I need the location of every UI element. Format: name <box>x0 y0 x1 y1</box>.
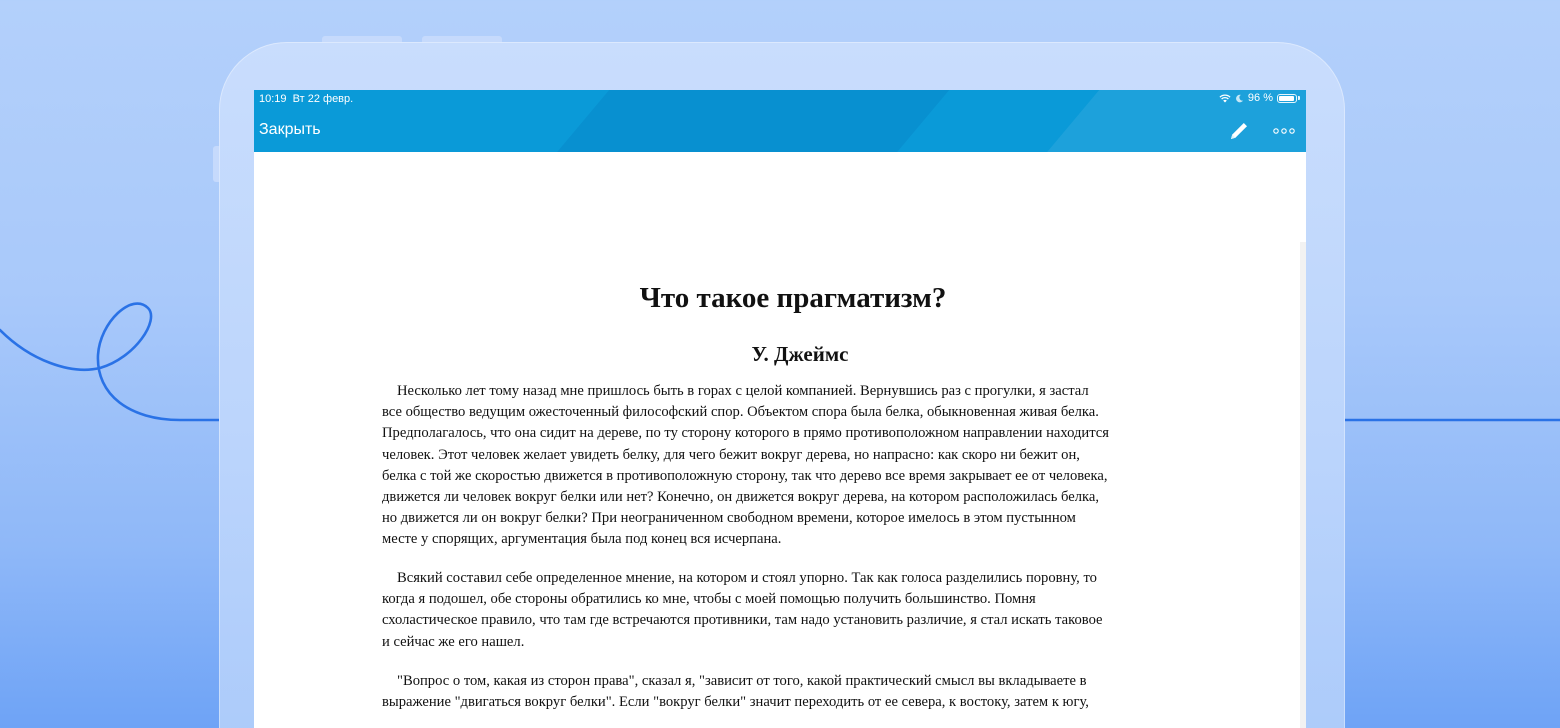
document-viewer[interactable] <box>254 152 1300 728</box>
text-line: выражение "двигаться вокруг белки". Если "вокруг белки" значит переходить от ее севера, к востоку, затем к югу, <box>382 694 1089 711</box>
text-line: белка с той же скоростью движется в противоположную сторону, так что дерево все время закрывает ее от человека, <box>382 467 1108 484</box>
text-line: Несколько лет тому назад мне пришлось быть в горах с целой компанией. Вернувшись раз с прогулки, я застал <box>397 383 1089 399</box>
document-author: У. Джеймс <box>751 342 849 366</box>
wifi-icon <box>1219 94 1231 103</box>
battery-percent: 96 % <box>1247 92 1273 104</box>
text-line: Всякий составил себе определенное мнение, на котором и стоял упорно. Так как голоса разделились поровну, то <box>397 570 1097 586</box>
text-line: человек. Этот человек желает увидеть белку, для чего бежит вокруг дерева, но напрасно: как скоро ни бежит он, <box>382 446 1080 463</box>
close-button[interactable]: Закрыть <box>259 121 321 138</box>
battery-fill <box>1279 96 1294 101</box>
moon-icon <box>1235 94 1244 103</box>
text-line: движется ли человек вокруг белки или нет? Конечно, он движется вокруг дерева, на котором расположилась белка, <box>382 489 1099 506</box>
edit-button[interactable] <box>1227 119 1251 143</box>
text-line: Предполагалось, что она сидит на дереве, по ту сторону которого в прямо противоположном направлении находится <box>382 425 1109 442</box>
more-button[interactable] <box>1272 124 1296 138</box>
status-time: 10:19 <box>259 93 287 105</box>
battery-tip <box>1298 96 1300 100</box>
status-indicators <box>1219 92 1300 104</box>
status-clock <box>259 93 353 105</box>
document-title: Что такое прагматизм? <box>639 282 947 314</box>
battery-icon <box>1277 94 1297 103</box>
text-line: месте у спорящих, аргументация была под конец вся исчерпана. <box>382 531 782 548</box>
paragraph <box>382 568 1182 653</box>
top-toolbar <box>254 90 1306 152</box>
text-line: все общество ведущим ожесточенный философский спор. Объектом спора была белка, обыкновенная живая белка. <box>382 404 1099 421</box>
more-dots-icon <box>1272 124 1296 138</box>
text-line: и сейчас же его нашел. <box>382 633 525 650</box>
paragraph <box>382 381 1182 551</box>
text-line: когда я подошел, обе стороны обратились ко мне, чтобы с моей помощью получить большинство. Помня <box>382 591 1036 608</box>
toolbar-decor <box>525 90 982 152</box>
text-line: схоластическое правило, что там где встречаются противники, там надо установить различие, я стал искать таковое <box>382 612 1103 629</box>
status-date: Вт 22 февр. <box>292 93 354 105</box>
paragraph <box>382 671 1182 713</box>
text-line: "Вопрос о том, какая из сторон права", сказал я, "зависит от того, какой практический смысл вы вкладываете в <box>397 673 1087 689</box>
pencil-icon <box>1227 119 1251 143</box>
tablet-screen <box>254 90 1306 728</box>
text-line: но движется ли он вокруг белки? При неограниченном свободном времени, которое имелось в этом пустынном <box>382 510 1076 527</box>
